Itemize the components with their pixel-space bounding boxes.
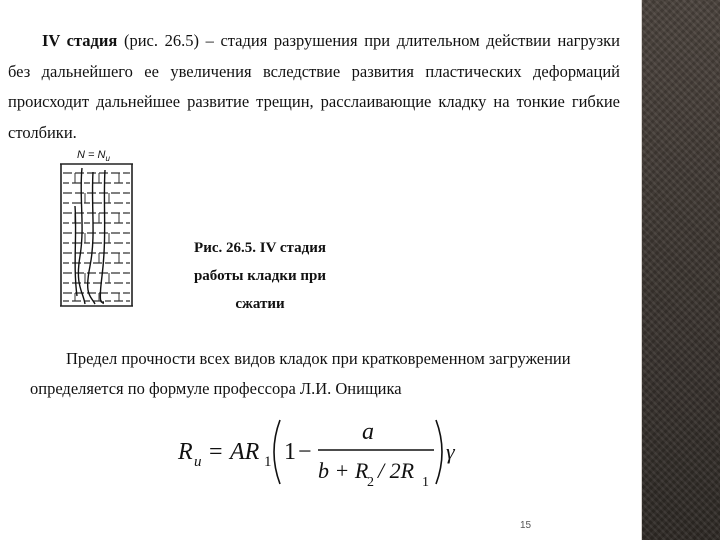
formula-lhs: R <box>178 439 193 465</box>
caption-line-1: Рис. 26.5. IV стадия <box>194 240 326 256</box>
strength-limit-text: Предел прочности всех видов кладок при кратковременном загружении определяется по формуле профессора Л.И. Онищика <box>30 349 571 398</box>
formula-den-sub2: 2 <box>367 475 374 490</box>
brick-joints <box>63 173 130 301</box>
formula-one: 1 <box>284 439 296 465</box>
formula-coefficient: AR <box>230 439 260 465</box>
stage-description-text: (рис. 26.5) – стадия разрушения при длительном действии нагрузки без дальнейшего ее увеличения вследствие развития пластических деформаций происходит дальнейшее развитие трещин, расслаивающие кладку на тонкие гибкие столбики. <box>8 31 621 142</box>
formula-minus: − <box>298 439 312 465</box>
load-label: $N = N_u$ <box>77 149 110 163</box>
page-number: 15 <box>520 520 532 531</box>
figure-caption <box>160 234 360 318</box>
formula-numerator: a <box>362 419 374 445</box>
paragraph-strength-limit <box>30 344 610 404</box>
formula-den-b: b + R <box>318 458 369 483</box>
formula-left-paren <box>274 420 280 484</box>
caption-line-2: работы кладки при <box>193 268 327 284</box>
formula-right-paren <box>436 420 442 484</box>
formula-coefficient-sub: 1 <box>264 454 272 470</box>
crack-lines <box>75 168 105 304</box>
formula-lhs-sub: u <box>194 454 202 470</box>
formula-equals: = <box>209 439 223 465</box>
masonry-figure <box>55 146 145 312</box>
decorative-side-panel <box>642 0 720 540</box>
brick-courses <box>60 164 133 306</box>
stage-label: IV стадия <box>42 31 118 50</box>
formula-den-mid: / 2R <box>378 458 415 483</box>
caption-line-3: сжатии <box>235 296 285 312</box>
paragraph-stage-description <box>8 26 620 148</box>
formula-gamma: γ <box>446 439 455 464</box>
onishchik-formula <box>172 412 462 492</box>
formula-den-sub1: 1 <box>422 475 429 490</box>
